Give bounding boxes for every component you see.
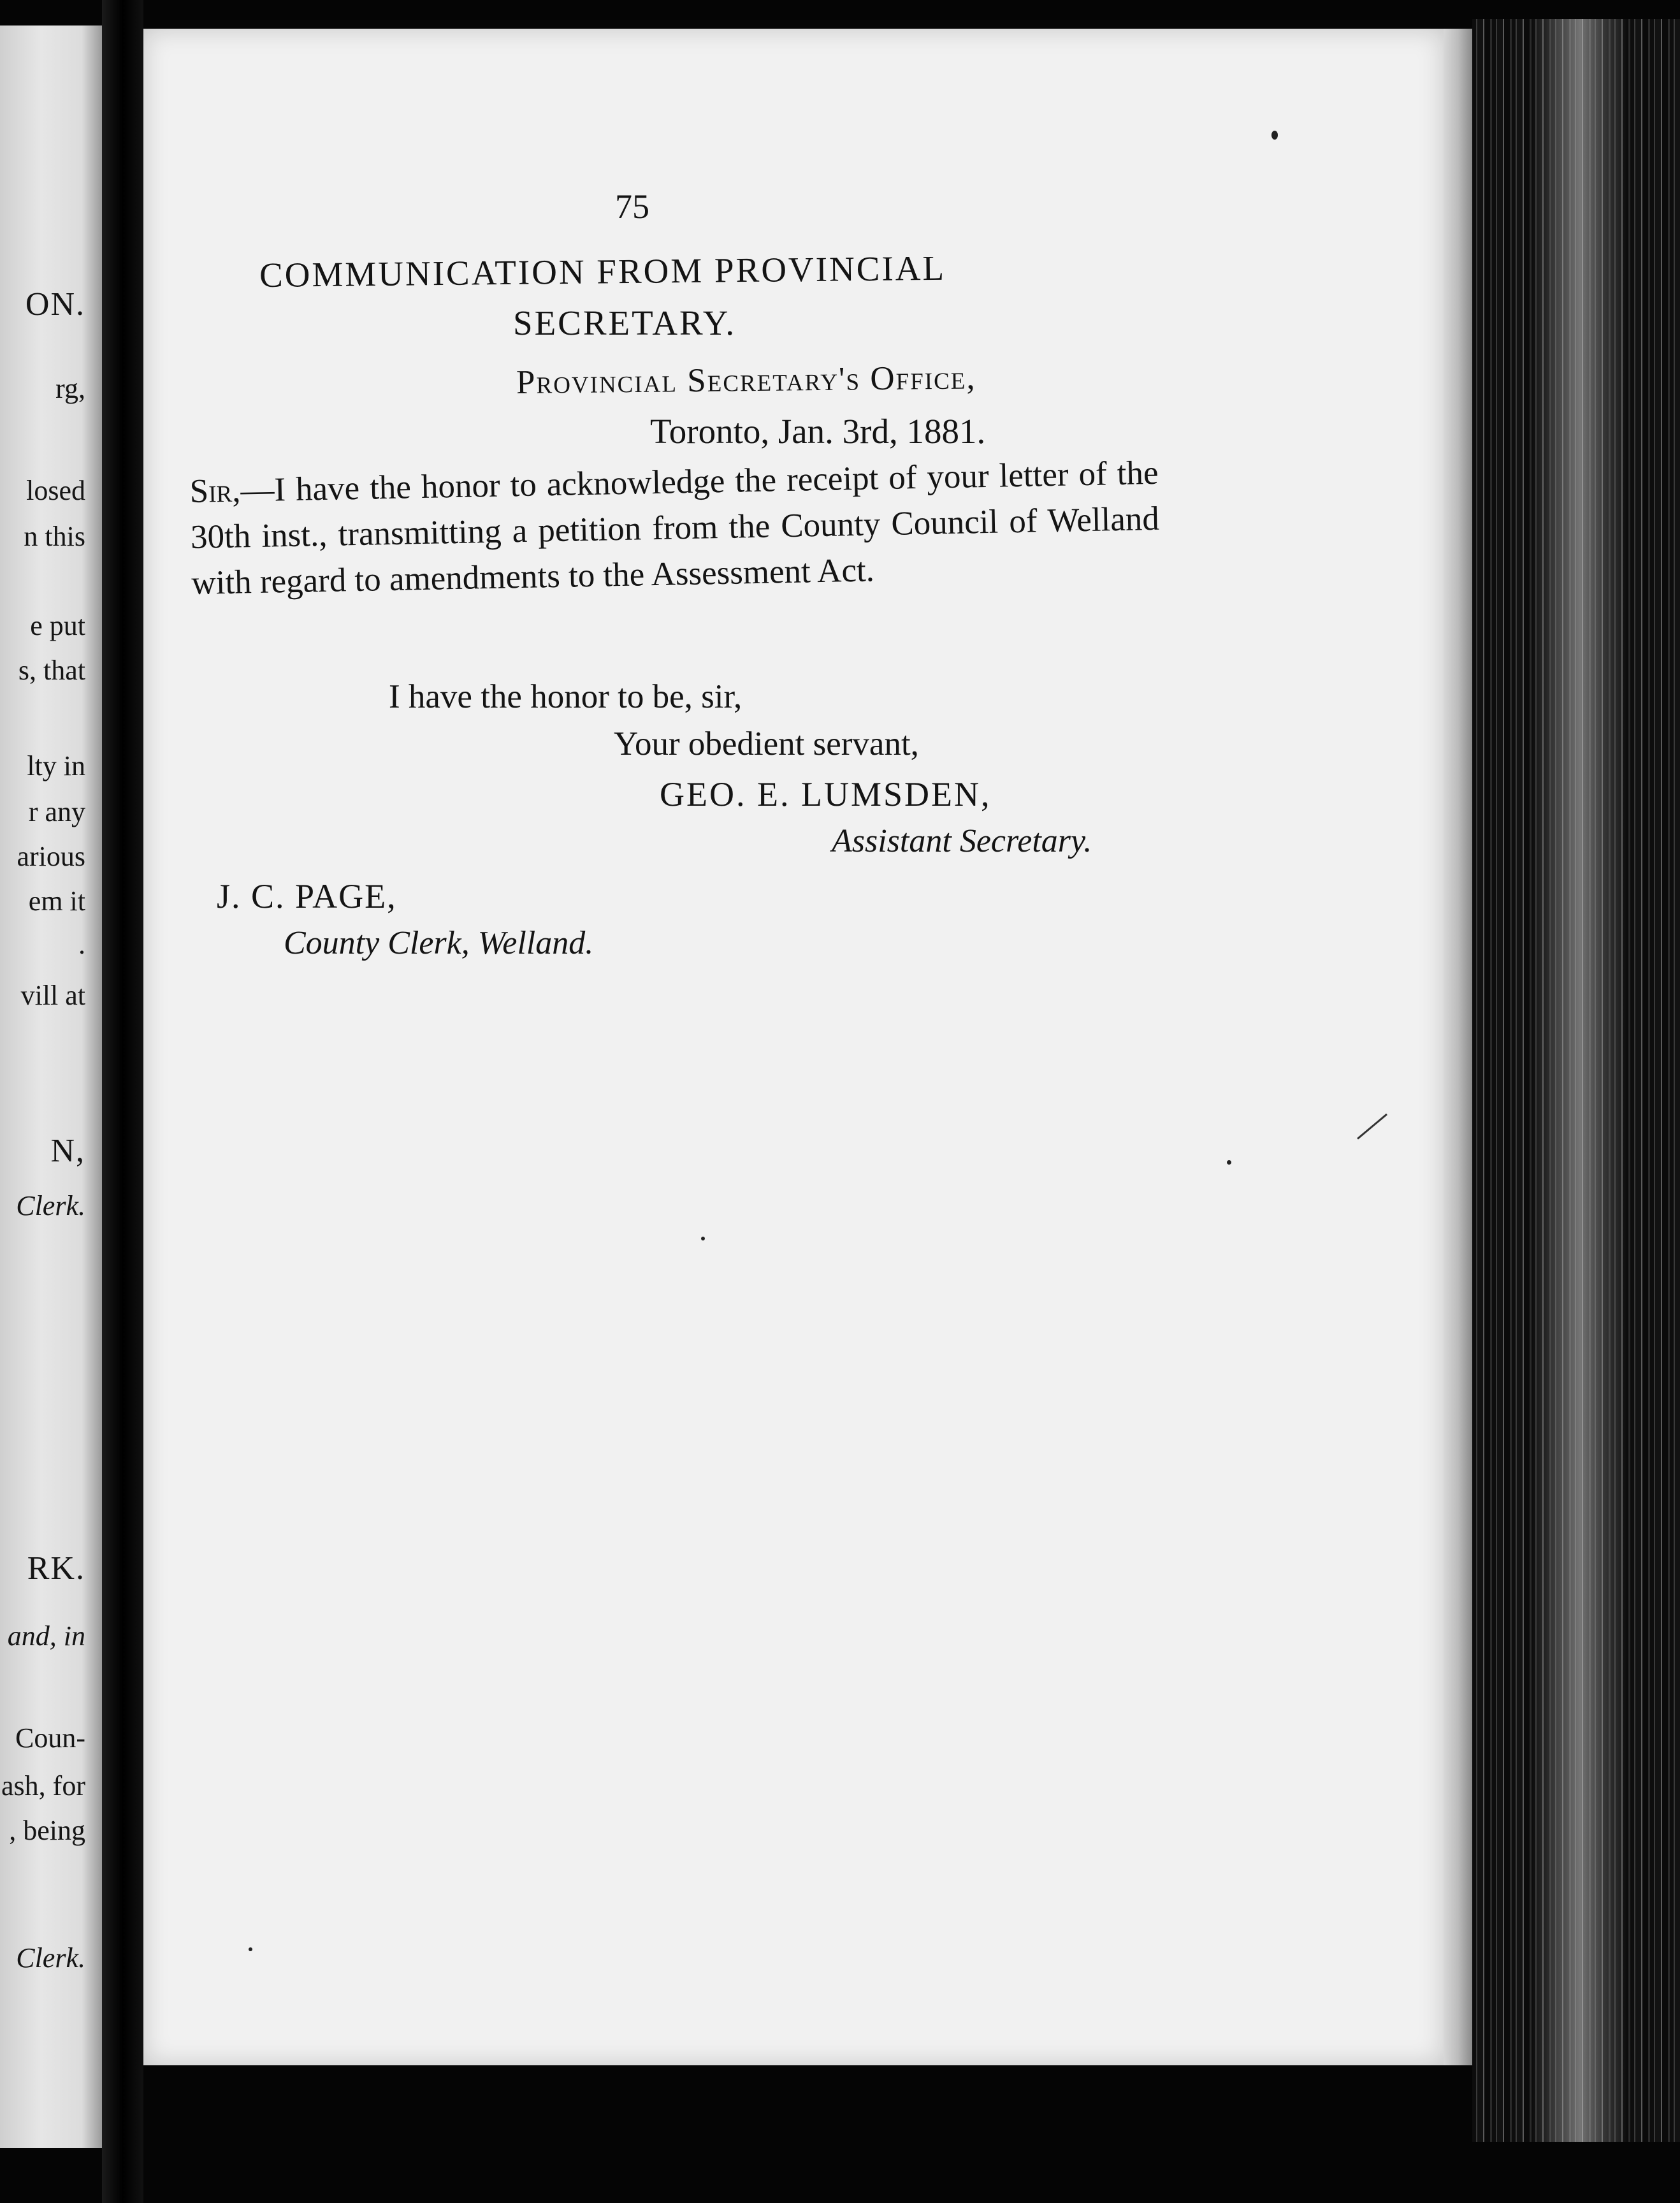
- scan-speck: [249, 1947, 252, 1951]
- left-page-fragment: , being: [9, 1815, 85, 1846]
- left-page-fragment: Clerk.: [16, 1190, 85, 1221]
- title-line-2: SECRETARY.: [513, 303, 737, 342]
- addressee-name: J. C. PAGE,: [217, 877, 397, 915]
- scan-speck: [1271, 131, 1278, 140]
- left-page-fragment: n this: [24, 521, 85, 552]
- addressee-title: County Clerk, Welland.: [284, 925, 594, 961]
- letter-date: Toronto, Jan. 3rd, 1881.: [650, 412, 986, 451]
- scan-scratch: [1357, 1114, 1387, 1140]
- left-page-fragment: Coun-: [15, 1722, 85, 1754]
- left-page-fragment: and, in: [7, 1620, 85, 1652]
- left-page-fragment: .: [78, 929, 85, 960]
- left-page-fragment: RK.: [27, 1550, 85, 1587]
- page-75: [143, 29, 1444, 2065]
- page-block-highlight: [1533, 19, 1628, 2142]
- page-edge: [1444, 29, 1472, 2065]
- left-page-fragment: s, that: [18, 655, 85, 686]
- office-heading: Provincial Secretary's Office,: [516, 359, 976, 401]
- left-page-fragment: vill at: [20, 980, 85, 1011]
- book-gutter: [102, 0, 143, 2203]
- scan-speck: [1227, 1160, 1231, 1165]
- salutation: Sir,: [189, 472, 241, 510]
- signatory-name: GEO. E. LUMSDEN,: [660, 775, 992, 813]
- left-page-fragment: e put: [30, 610, 85, 641]
- left-page-fragment: losed: [26, 475, 85, 506]
- left-page-fragment: r any: [28, 796, 85, 827]
- closing-line: I have the honor to be, sir,: [389, 678, 742, 715]
- page-number: 75: [615, 187, 649, 226]
- letter-body: [189, 450, 1161, 606]
- left-page-fragment: ON.: [25, 286, 85, 323]
- left-page-fragment: Clerk.: [16, 1942, 85, 1974]
- valediction: Your obedient servant,: [614, 725, 919, 762]
- left-page-fragment: em it: [28, 885, 85, 917]
- body-text: —I have the honor to acknowledge the receipt of your letter of the 30th inst., transmitting a petition from the County Council of Welland with regard to amendments to the Assessment Act.: [190, 454, 1160, 602]
- left-facing-page: [0, 25, 102, 2148]
- title-line-1: COMMUNICATION FROM PROVINCIAL: [259, 248, 946, 294]
- left-page-fragment: rg,: [55, 373, 85, 404]
- left-page-fragment: arious: [17, 841, 85, 872]
- left-page-fragment: ash, for: [1, 1770, 85, 1801]
- scan-speck: [701, 1237, 705, 1240]
- left-page-fragment: N,: [50, 1133, 85, 1169]
- signatory-title: Assistant Secretary.: [832, 823, 1092, 859]
- left-page-fragment: lty in: [27, 750, 85, 782]
